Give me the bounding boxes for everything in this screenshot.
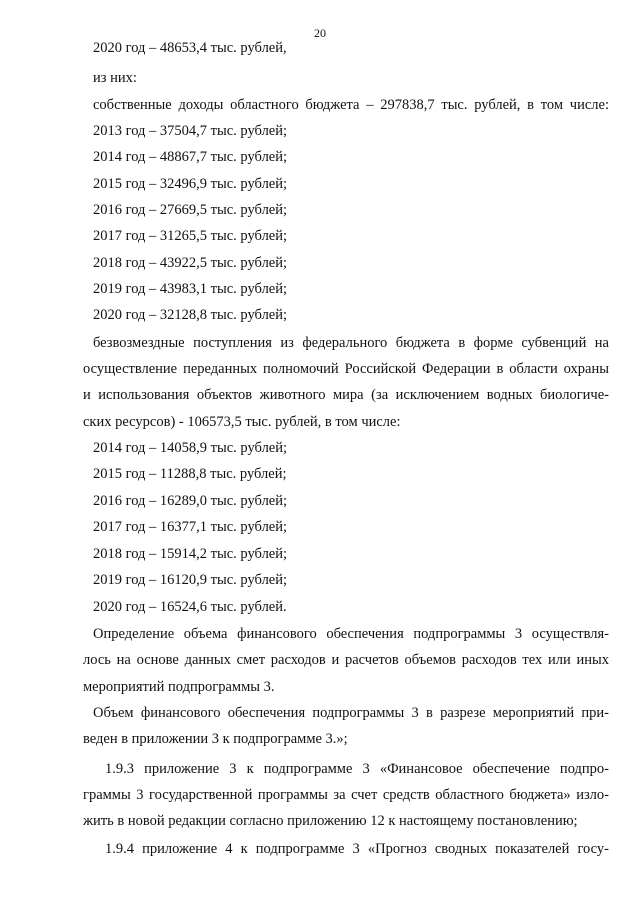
- text-line: 2018 год – 15914,2 тыс. рублей;: [93, 546, 288, 562]
- text-line: и использования объектов животного мира (за исключением водных биологиче-: [83, 387, 609, 403]
- text-line: 2014 год – 14058,9 тыс. рублей;: [93, 440, 288, 456]
- text-line: Объем финансового обеспечения подпрограммы 3 в разрезе мероприятий при-: [93, 705, 609, 721]
- text-line: 2020 год – 48653,4 тыс. рублей,: [93, 40, 287, 56]
- text-line: 2015 год – 32496,9 тыс. рублей;: [93, 176, 288, 192]
- text-line: 2013 год – 37504,7 тыс. рублей;: [93, 123, 288, 139]
- text-line: 1.9.4 приложение 4 к подпрограмме 3 «Прогноз сводных показателей госу-: [105, 841, 609, 857]
- page-number: 20: [314, 26, 326, 40]
- text-line: мероприятий подпрограммы 3.: [83, 679, 275, 695]
- text-line: 2016 год – 27669,5 тыс. рублей;: [93, 202, 288, 218]
- text-line: лось на основе данных смет расходов и расчетов объемов расходов тех или иных: [83, 652, 609, 668]
- text-line: граммы 3 государственной программы за счет средств областного бюджета» излo-: [83, 787, 609, 803]
- text-line: ских ресурсов) - 106573,5 тыс. рублей, в том числе:: [83, 414, 401, 430]
- text-line: 2019 год – 16120,9 тыс. рублей;: [93, 572, 288, 588]
- text-line: безвозмездные поступления из федерального бюджета в форме субвенций на: [93, 335, 609, 351]
- text-line: 2016 год – 16289,0 тыс. рублей;: [93, 493, 288, 509]
- text-line: 2017 год – 16377,1 тыс. рублей;: [93, 519, 288, 535]
- text-line: Определение объема финансового обеспечения подпрограммы 3 осуществля-: [93, 626, 609, 642]
- text-line: 2020 год – 16524,6 тыс. рублей.: [93, 599, 287, 615]
- text-line: жить в новой редакции согласно приложению 12 к настоящему постановлению;: [83, 813, 578, 829]
- text-line: 2014 год – 48867,7 тыс. рублей;: [93, 149, 288, 165]
- text-line: осуществление переданных полномочий Российской Федерации в области охраны: [83, 361, 609, 377]
- text-line: 2020 год – 32128,8 тыс. рублей;: [93, 307, 288, 323]
- text-line: веден в приложении 3 к подпрограмме 3.»;: [83, 731, 348, 747]
- text-line: из них:: [93, 70, 137, 86]
- text-line: 2019 год – 43983,1 тыс. рублей;: [93, 281, 288, 297]
- text-line: собственные доходы областного бюджета – 297838,7 тыс. рублей, в том числе:: [93, 97, 609, 113]
- text-line: 2018 год – 43922,5 тыс. рублей;: [93, 255, 288, 271]
- text-line: 2017 год – 31265,5 тыс. рублей;: [93, 228, 288, 244]
- text-line: 1.9.3 приложение 3 к подпрограмме 3 «Финансовое обеспечение подпро-: [105, 761, 609, 777]
- text-line: 2015 год – 11288,8 тыс. рублей;: [93, 466, 287, 482]
